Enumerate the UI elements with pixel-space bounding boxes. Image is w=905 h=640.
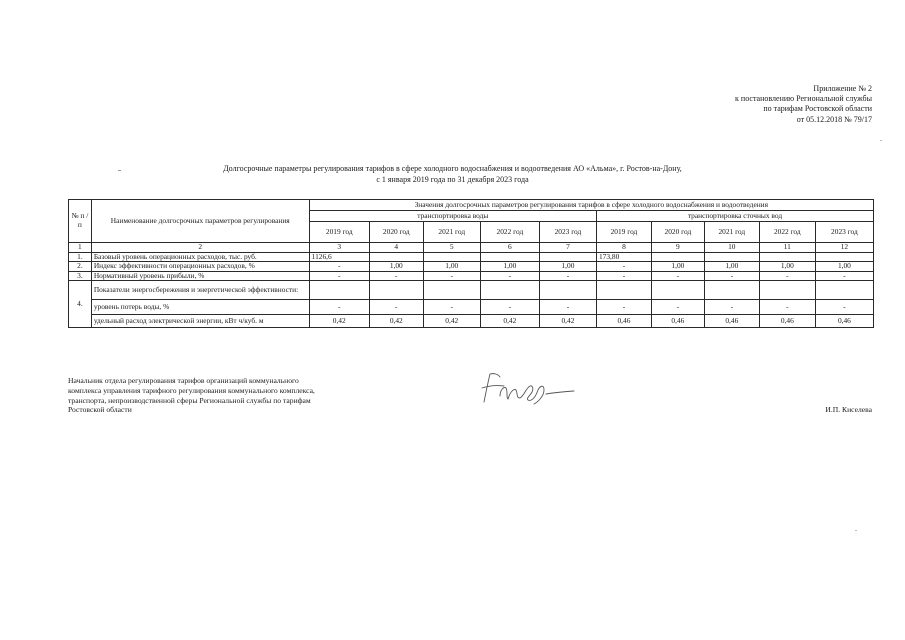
- handwritten-signature: [478, 368, 588, 408]
- value-cell: -: [704, 271, 759, 281]
- value-cell: 0,46: [759, 315, 815, 328]
- scan-speck: [880, 140, 882, 141]
- empty-cell: [539, 281, 596, 300]
- value-cell: [759, 252, 815, 262]
- header-group-wastewater: транспортировка сточных вод: [596, 211, 873, 222]
- value-cell: [369, 252, 423, 262]
- column-numbers-row: [69, 243, 874, 253]
- appendix-line-4: от 05.12.2018 № 79/17: [796, 114, 872, 124]
- value-cell: 173,80: [596, 252, 651, 262]
- value-cell: -: [423, 300, 480, 315]
- footer-signer: [825, 405, 872, 415]
- appendix-header: [735, 84, 872, 125]
- year-cell: 2022 год: [480, 222, 539, 243]
- value-cell: -: [596, 271, 651, 281]
- value-cell: [539, 252, 596, 262]
- footer-line-4: Ростовской области: [68, 405, 132, 415]
- column-number: 12: [815, 243, 873, 253]
- value-cell: 1,00: [480, 262, 539, 272]
- year-cell: 2020 год: [369, 222, 423, 243]
- row-name: Нормативный уровень прибыли, %: [91, 271, 309, 281]
- empty-cell: [759, 281, 815, 300]
- value-cell: -: [539, 300, 596, 315]
- appendix-line-1: Приложение № 2: [813, 84, 872, 93]
- value-cell: -: [596, 300, 651, 315]
- value-cell: [704, 252, 759, 262]
- value-cell: 0,46: [651, 315, 704, 328]
- parameters-table: [68, 199, 874, 328]
- header-values: Значения долгосрочных параметров регулирования тарифов в сфере холодного водоснабжения и водоотведения: [309, 200, 873, 211]
- table-row: [69, 262, 874, 272]
- value-cell: 0,42: [309, 315, 369, 328]
- value-cell: [423, 252, 480, 262]
- empty-cell: [815, 281, 873, 300]
- row-number: 1.: [69, 252, 92, 262]
- footer-line-1: Начальник отдела регулирования тарифов организаций коммунального: [68, 376, 299, 385]
- empty-cell: [423, 281, 480, 300]
- appendix-line-3: по тарифам Ростовской области: [763, 104, 872, 114]
- row-number: 3.: [69, 271, 92, 281]
- value-cell: 1,00: [759, 262, 815, 272]
- value-cell: 0,46: [704, 315, 759, 328]
- footer-position: [68, 376, 368, 415]
- value-cell: -: [704, 300, 759, 315]
- column-number: 6: [480, 243, 539, 253]
- value-cell: 0,42: [369, 315, 423, 328]
- value-cell: -: [759, 271, 815, 281]
- value-cell: 1,00: [539, 262, 596, 272]
- value-cell: -: [309, 262, 369, 272]
- column-number: 2: [91, 243, 309, 253]
- value-cell: 0,42: [480, 315, 539, 328]
- year-cell: 2019 год: [309, 222, 369, 243]
- row-number: 2.: [69, 262, 92, 272]
- value-cell: -: [480, 271, 539, 281]
- title-line-2: с 1 января 2019 года по 31 декабря 2023 года: [376, 174, 529, 184]
- column-number: 3: [309, 243, 369, 253]
- row-name: удельный расход электрической энергии, кВт ч/куб. м: [91, 315, 309, 328]
- column-number: 9: [651, 243, 704, 253]
- column-number: 8: [596, 243, 651, 253]
- year-cell: 2019 год: [596, 222, 651, 243]
- value-cell: -: [480, 300, 539, 315]
- value-cell: -: [815, 271, 873, 281]
- appendix-line-2: к постановлению Региональной службы: [735, 94, 872, 104]
- empty-cell: [596, 281, 651, 300]
- year-cell: 2021 год: [704, 222, 759, 243]
- value-cell: -: [369, 300, 423, 315]
- empty-cell: [369, 281, 423, 300]
- value-cell: 1,00: [651, 262, 704, 272]
- empty-cell: [704, 281, 759, 300]
- year-cell: 2020 год: [651, 222, 704, 243]
- value-cell: -: [651, 271, 704, 281]
- row-name: Базовый уровень операционных расходов, тыс. руб.: [91, 252, 309, 262]
- row-name: Индекс эффективности операционных расходов, %: [91, 262, 309, 272]
- header-number: № п /п: [69, 200, 92, 243]
- year-cell: 2021 год: [423, 222, 480, 243]
- value-cell: 1,00: [369, 262, 423, 272]
- header-parameter-name: Наименование долгосрочных параметров регулирования: [91, 200, 309, 243]
- row-name: Показатели энергосбережения и энергетической эффективности:: [91, 281, 309, 300]
- value-cell: -: [759, 300, 815, 315]
- value-cell: -: [309, 300, 369, 315]
- value-cell: 0,46: [596, 315, 651, 328]
- table-row: [69, 271, 874, 281]
- table-row-energy-use: [69, 315, 874, 328]
- value-cell: 1126,6: [309, 252, 369, 262]
- value-cell: 1,00: [815, 262, 873, 272]
- value-cell: [651, 252, 704, 262]
- column-number: 7: [539, 243, 596, 253]
- table-row-energy-header: [69, 281, 874, 300]
- column-number: 1: [69, 243, 92, 253]
- value-cell: -: [815, 300, 873, 315]
- column-number: 10: [704, 243, 759, 253]
- signature-stroke: [482, 374, 574, 404]
- value-cell: -: [651, 300, 704, 315]
- value-cell: [815, 252, 873, 262]
- scan-speck: [855, 530, 857, 531]
- value-cell: -: [309, 271, 369, 281]
- value-cell: -: [423, 271, 480, 281]
- value-cell: 1,00: [423, 262, 480, 272]
- footer-line-3: транспорта, непроизводственной сферы Региональной службы по тарифам: [68, 395, 311, 405]
- header-row-1: [69, 200, 874, 211]
- value-cell: -: [596, 262, 651, 272]
- empty-cell: [480, 281, 539, 300]
- year-cell: 2022 год: [759, 222, 815, 243]
- value-cell: 0,42: [539, 315, 596, 328]
- row-name: уровень потерь воды, %: [91, 300, 309, 315]
- table-row: [69, 252, 874, 262]
- empty-cell: [651, 281, 704, 300]
- column-number: 4: [369, 243, 423, 253]
- title-line-1: Долгосрочные параметры регулирования тарифов в сфере холодного водоснабжения и водоотведения АО «Альма», г. Ростов-на-Дону,: [223, 164, 682, 173]
- column-number: 11: [759, 243, 815, 253]
- header-group-water: транспортировка воды: [309, 211, 596, 222]
- value-cell: 1,00: [704, 262, 759, 272]
- value-cell: 0,42: [423, 315, 480, 328]
- value-cell: [480, 252, 539, 262]
- year-cell: 2023 год: [815, 222, 873, 243]
- value-cell: 0,46: [815, 315, 873, 328]
- empty-cell: [309, 281, 369, 300]
- value-cell: -: [369, 271, 423, 281]
- row-number: 4.: [69, 281, 92, 328]
- year-cell: 2023 год: [539, 222, 596, 243]
- value-cell: -: [539, 271, 596, 281]
- table-row-water-losses: [69, 300, 874, 315]
- footer-line-2: комплекса управления тарифного регулирования коммунального комплекса,: [68, 385, 315, 395]
- document-title: [0, 164, 905, 185]
- signer-name: И.П. Киселева: [825, 405, 872, 414]
- column-number: 5: [423, 243, 480, 253]
